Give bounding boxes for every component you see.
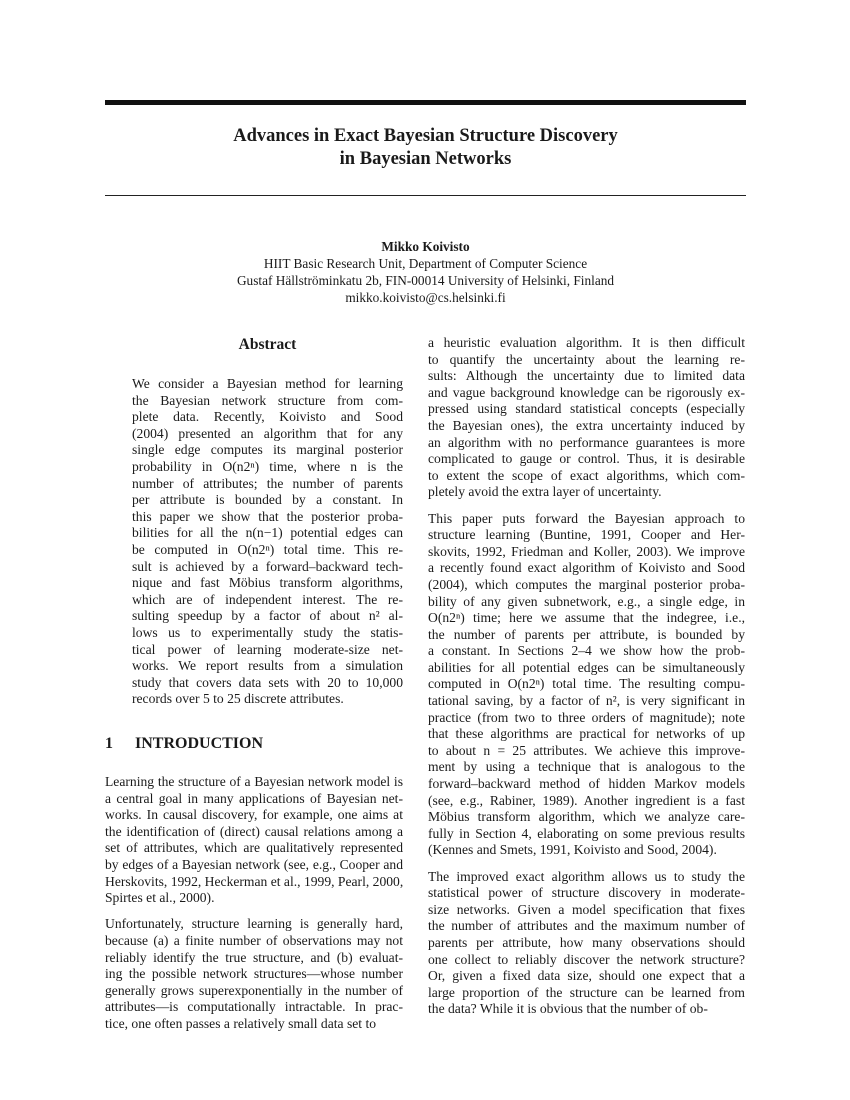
text-line: sulting speedup by a factor of about n² al- [132,608,403,624]
author-block [105,238,746,306]
text-line: to about n = 25 attributes. We achieve this improve- [428,742,745,758]
text-line: by edges of a Bayesian network (see, e.g., Cooper and [105,856,403,872]
text-line: this paper we show that the posterior proba- [132,508,403,524]
text-line: study that covers data sets with 20 to 10,000 [132,674,403,690]
text-line: pressed using standard statistical concepts (especially [428,401,745,417]
text-line: works. We report results from a simulation [132,658,403,674]
text-line: computed in O(n2ⁿ) total time. The resulting compu- [428,676,745,692]
title-rule [105,195,746,196]
text-line: O(n2ⁿ) time; here we assume that the indegree, i.e., [428,610,745,626]
text-line: to extent the scope of exact algorithms, which com- [428,467,745,483]
text-line: single edge computes its marginal posterior [132,442,403,458]
text-line: forward–backward method of hidden Markov models [428,776,745,792]
text-line: the number of attributes and the maximum number of [428,918,745,934]
text-line: reliably identify the true structure, and (b) evaluat- [105,949,403,965]
text-line: practice (from two to three orders of magnitude); note [428,709,745,725]
text-line: a recently found exact algorithm of Koivisto and Sood [428,560,745,576]
paragraph [428,335,745,501]
text-line: the Bayesian ones), the extra uncertainty induced by [428,417,745,433]
text-line: Learning the structure of a Bayesian network model is [105,774,403,789]
text-line: that these algorithms are practical for networks of up [428,726,745,742]
text-line: bilities for all the n(n−1) potential edges can [132,525,403,541]
paragraph [105,916,403,1032]
text-line: abilities for all potential edges can be simultaneously [428,659,745,675]
text-line: (see, e.g., Rabiner, 1989). Another ingredient is a fast [428,792,745,808]
text-line: structure learning (Buntine, 1991, Cooper and Her- [428,527,745,543]
introduction-body [105,774,403,1042]
text-line: a constant. In Sections 2–4 we show how the prob- [428,643,745,659]
author-address: Gustaf Hällströminkatu 2b, FIN-00014 University of Helsinki, Finland [236,273,615,288]
right-column-body [428,335,745,1028]
text-line: number of attributes; the number of parents [132,475,403,491]
section-number: 1 [105,735,113,752]
text-line: which are of independent interest. The re- [132,591,403,607]
text-line: sults: Although the uncertainty due to limited data [428,368,745,384]
title-line-2: in Bayesian Networks [339,149,512,169]
text-line: attributes—is computationally intractable. In prac- [105,999,403,1015]
text-line: an algorithm with no performance guarantees is more [428,434,745,450]
text-line: This paper puts forward the Bayesian approach to [428,510,745,526]
text-line: sult is achieved by a forward–backward tech- [132,558,403,574]
text-line: the number of parents per attribute, is bounded by [428,626,745,642]
text-line: plete data. Recently, Koivisto and Sood [132,409,403,425]
text-line: fully in Section 4, elaborating on some previous results [428,825,745,841]
text-line: Möbius transform algorithm, which we analyze care- [428,809,745,825]
abstract-body [132,376,403,717]
text-line: complicated to gauge or control. Thus, it is desirable [428,451,745,467]
text-line: one collect to reliably discover the network structure? [428,951,745,967]
text-line: size networks. Given a model specification that fixes [428,901,745,917]
text-line: (Kennes and Smets, 1991, Koivisto and Sood, 2004). [428,842,717,858]
text-line: tice, one often passes a relatively small data set to [105,1015,377,1031]
text-line: set of attributes, which are qualitatively represented [105,840,403,856]
text-line: skovits, 1992, Friedman and Koller, 2003). We improve [428,543,745,559]
text-line: the data? While it is obvious that the number of ob- [428,1001,708,1017]
text-line: records over 5 to 25 discrete attributes. [132,691,344,707]
paragraph [428,511,745,859]
text-line: the identification of (direct) causal relations among a [105,823,403,839]
text-line: to quantify the uncertainty about the learning re- [428,351,745,367]
text-line: nique and fast Möbius transform algorithms, [132,575,403,591]
text-line: pletely avoid the extra layer of uncertainty. [428,484,662,500]
paragraph [105,774,403,907]
text-line: Or, given a fixed data size, should one expect that a [428,968,745,984]
text-line: be computed in O(n2ⁿ) total time. This re- [132,541,403,557]
text-line: the Bayesian network structure from com- [132,392,403,408]
text-line: a central goal in many applications of Bayesian net- [105,790,403,806]
text-line: Herskovits, 1992, Heckerman et al., 1999, Pearl, 2000, [105,873,404,889]
top-rule [105,100,746,105]
text-line: lows us to experimentally study the statis- [132,624,403,640]
author-name: Mikko Koivisto [381,239,470,254]
paragraph [132,376,403,708]
text-line: large proportion of the structure can be learned from [428,984,745,1000]
text-line: probability in O(n2ⁿ) time, where n is the [132,458,403,474]
text-line: (2004) presented an algorithm that for any [132,425,403,441]
section-title: INTRODUCTION [135,735,264,752]
text-line: We consider a Bayesian method for learning [132,376,403,391]
author-affiliation: HIIT Basic Research Unit, Department of Computer Science [263,256,588,271]
text-line: bility of any given subnetwork, e.g., a single edge, in [428,593,745,609]
text-line: parents per attribute, how many observations should [428,934,745,950]
text-line: and vague background knowledge can be rigorously ex- [428,384,745,400]
text-line: works. In causal discovery, for example, one aims at [105,807,403,823]
text-line: statistical power of structure discovery in moderate- [428,885,745,901]
text-line: generally grows superexponentially in the number of [105,982,403,998]
abstract-heading: Abstract [238,336,297,353]
text-line: tical power of learning moderate-size net- [132,641,403,657]
text-line: Spirtes et al., 2000). [105,890,215,906]
text-line: a heuristic evaluation algorithm. It is then difficult [428,335,745,350]
text-line: Unfortunately, structure learning is generally hard, [105,916,403,932]
text-line: per attribute is bounded by a constant. In [132,492,403,508]
paragraph [428,869,745,1018]
text-line: ment by using a technique that is analogous to the [428,759,745,775]
text-line: tational saving, by a factor of n², is very significant in [428,693,745,709]
text-line: ing the possible network structures—whose number [105,966,403,982]
section-heading-introduction [105,735,285,753]
text-line: (2004), which computes the marginal posterior proba- [428,576,745,592]
author-email: mikko.koivisto@cs.helsinki.fi [345,290,506,305]
title-line-1: Advances in Exact Bayesian Structure Discovery [233,126,618,146]
paper-title [105,125,746,171]
text-line: because (a) a finite number of observations may not [105,932,403,948]
text-line: The improved exact algorithm allows us to study the [428,868,745,884]
